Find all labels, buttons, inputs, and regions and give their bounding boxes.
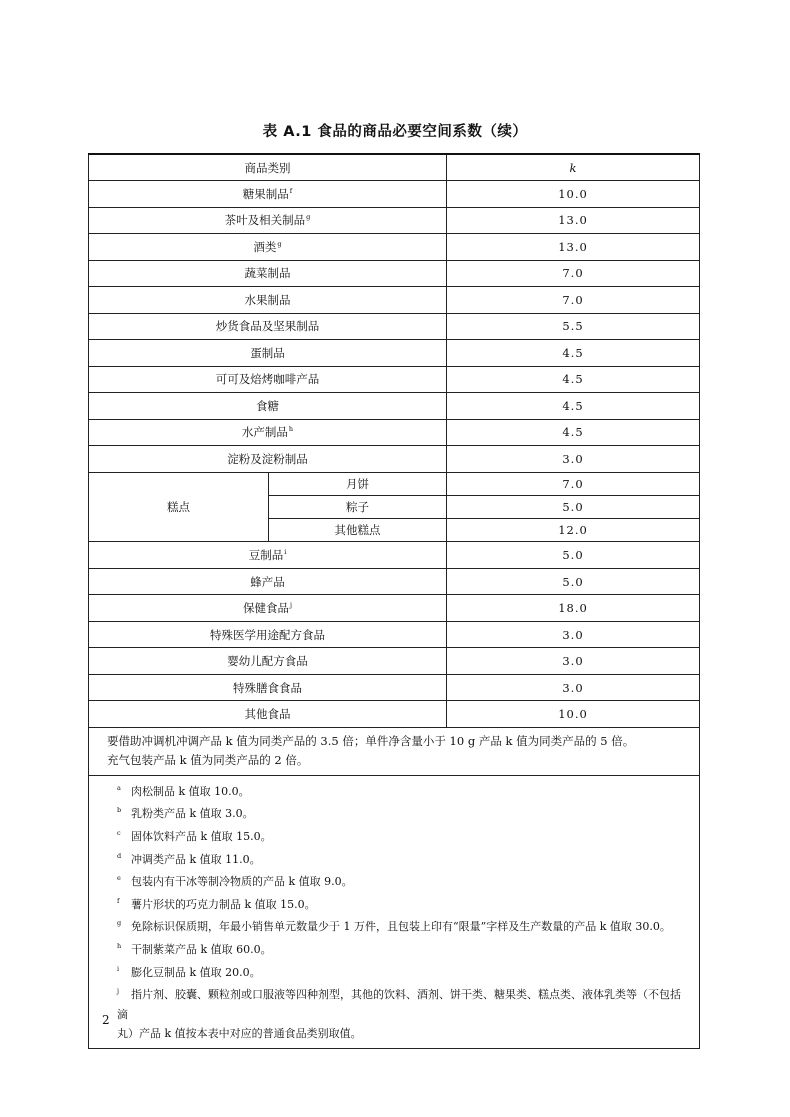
footnote-text: 乳粉类产品 k 值取 3.0。 bbox=[131, 807, 254, 821]
category-cell bbox=[89, 313, 447, 340]
category-cell bbox=[89, 340, 447, 367]
k-value: 3.0 bbox=[447, 621, 700, 648]
group-cell: 糕点 bbox=[89, 472, 269, 542]
table-row bbox=[89, 648, 700, 675]
k-value: 4.5 bbox=[447, 366, 700, 393]
header-category: 商品类别 bbox=[89, 154, 447, 181]
footnote-text: 膨化豆制品 k 值取 20.0。 bbox=[131, 965, 261, 979]
category-name: 炒货食品及坚果制品 bbox=[215, 319, 320, 334]
category-name: 食糖 bbox=[256, 398, 279, 413]
category-name: 蔬菜制品 bbox=[244, 266, 291, 281]
category-name: 茶叶及相关制品 bbox=[224, 213, 306, 228]
note-text: 充气包装产品 k 值为同类产品的 2 倍。 bbox=[107, 752, 309, 767]
footnote bbox=[117, 779, 687, 802]
category-cell bbox=[89, 701, 447, 728]
category-cell bbox=[89, 366, 447, 393]
table-row bbox=[89, 472, 700, 495]
category-name: 糖果制品 bbox=[242, 186, 289, 201]
footnote-mark: a bbox=[117, 783, 121, 792]
k-value: 3.0 bbox=[447, 674, 700, 701]
footnote-ref: f bbox=[289, 186, 293, 195]
category-name: 特殊医学用途配方食品 bbox=[210, 627, 325, 642]
table-row bbox=[89, 621, 700, 648]
footnote-text: 干制紫菜产品 k 值取 60.0。 bbox=[131, 943, 272, 957]
k-value: 13.0 bbox=[447, 207, 700, 234]
footnote-mark: g bbox=[117, 919, 122, 928]
subcategory-name: 粽子 bbox=[269, 495, 447, 518]
footnote-text: 固体饮料产品 k 值取 15.0。 bbox=[131, 830, 272, 844]
category-name: 酒类 bbox=[253, 239, 277, 254]
k-value: 5.0 bbox=[447, 495, 700, 518]
table-row bbox=[89, 568, 700, 595]
page-number: 2 bbox=[102, 1013, 110, 1027]
category-cell bbox=[89, 446, 447, 473]
footnote-mark: f bbox=[117, 896, 120, 905]
category-cell bbox=[89, 260, 447, 287]
table-row bbox=[89, 234, 700, 261]
k-value: 4.5 bbox=[447, 340, 700, 367]
footnote-mark: j bbox=[117, 987, 120, 996]
notes-row bbox=[89, 727, 700, 775]
coefficient-table bbox=[88, 153, 699, 1049]
k-value: 3.0 bbox=[447, 648, 700, 675]
table-row bbox=[89, 674, 700, 701]
category-cell bbox=[89, 568, 447, 595]
table-row bbox=[89, 701, 700, 728]
table-row bbox=[89, 207, 700, 234]
category-cell bbox=[89, 234, 447, 261]
category-cell bbox=[89, 287, 447, 314]
k-value: 4.5 bbox=[447, 419, 700, 446]
category-name: 其他食品 bbox=[244, 707, 291, 722]
note-text: 要借助冲调机冲调产品 k 值为同类产品的 3.5 倍；单件净含量小于 10 g 产品 k 值为同类产品的 5 倍。 bbox=[107, 733, 635, 748]
k-value: 4.5 bbox=[447, 393, 700, 420]
footnote-text: 指片剂、胶囊、颗粒剂或口服液等四种剂型，其他的饮料、酒剂、饼干类、糖果类、糕点类、液体乳类等（不包括滴 bbox=[117, 988, 681, 1021]
table-row bbox=[89, 419, 700, 446]
k-value: 7.0 bbox=[447, 260, 700, 287]
category-cell bbox=[89, 542, 447, 569]
footnote-mark: h bbox=[117, 942, 122, 951]
footnote-continuation: 丸）产品 k 值按本表中对应的普通食品类别取值。 bbox=[117, 1027, 362, 1041]
footnote-ref: i bbox=[284, 548, 287, 557]
footnote-mark: c bbox=[117, 829, 121, 838]
footnote bbox=[117, 892, 687, 915]
k-value: 10.0 bbox=[447, 181, 700, 208]
footnote-text: 薯片形状的巧克力制品 k 值取 15.0。 bbox=[131, 897, 316, 911]
k-value: 5.0 bbox=[447, 542, 700, 569]
category-name: 水产制品 bbox=[241, 425, 288, 440]
category-name: 婴幼儿配方食品 bbox=[227, 654, 308, 669]
k-value: 7.0 bbox=[447, 287, 700, 314]
footnote bbox=[117, 937, 687, 960]
footnote-ref: g bbox=[277, 239, 282, 248]
category-name: 淀粉及淀粉制品 bbox=[227, 451, 308, 466]
k-value: 10.0 bbox=[447, 701, 700, 728]
category-name: 保健食品 bbox=[242, 601, 289, 616]
category-name: 可可及焙烤咖啡产品 bbox=[215, 372, 320, 387]
footnote-text: 冲调类产品 k 值取 11.0。 bbox=[131, 852, 261, 866]
category-cell bbox=[89, 181, 447, 208]
footnote bbox=[117, 960, 687, 983]
footnote bbox=[117, 801, 687, 824]
table-row bbox=[89, 366, 700, 393]
category-cell bbox=[89, 621, 447, 648]
table-row bbox=[89, 287, 700, 314]
notes-cell bbox=[89, 727, 700, 775]
k-value: 12.0 bbox=[447, 519, 700, 542]
table-row bbox=[89, 446, 700, 473]
table-row bbox=[89, 260, 700, 287]
footnote-ref: g bbox=[306, 213, 311, 222]
footnote-ref: j bbox=[289, 601, 292, 610]
footnote-ref: h bbox=[288, 425, 294, 434]
footnote-text: 包装内有干冰等制冷物质的产品 k 值取 9.0。 bbox=[131, 875, 353, 889]
footnote bbox=[117, 982, 687, 1044]
footnote bbox=[117, 869, 687, 892]
footnote-text: 免除标识保质期，年最小销售单元数量少于 1 万件，且包装上印有“限量”字样及生产数量的产品 k 值取 30.0。 bbox=[131, 920, 671, 934]
category-cell bbox=[89, 419, 447, 446]
subcategory-name: 其他糕点 bbox=[269, 519, 447, 542]
k-value: 7.0 bbox=[447, 472, 700, 495]
footnote bbox=[117, 847, 687, 870]
category-cell bbox=[89, 207, 447, 234]
footnote-mark: b bbox=[117, 806, 122, 815]
category-name: 蛋制品 bbox=[250, 345, 285, 360]
header-k: k bbox=[447, 154, 700, 181]
table-row bbox=[89, 542, 700, 569]
k-value: 18.0 bbox=[447, 595, 700, 622]
table-row bbox=[89, 595, 700, 622]
footnotes-row bbox=[89, 775, 700, 1048]
category-name: 蜂产品 bbox=[250, 574, 285, 589]
k-value: 13.0 bbox=[447, 234, 700, 261]
table-header-row bbox=[89, 154, 700, 181]
table-row bbox=[89, 313, 700, 340]
table-row bbox=[89, 181, 700, 208]
footnotes-cell bbox=[89, 775, 700, 1048]
category-name: 特殊膳食食品 bbox=[233, 680, 302, 695]
table-title: 表 A.1 食品的商品必要空间系数（续） bbox=[262, 124, 528, 140]
table-row bbox=[89, 340, 700, 367]
footnote-mark: e bbox=[117, 874, 121, 883]
subcategory-name: 月饼 bbox=[269, 472, 447, 495]
category-cell bbox=[89, 595, 447, 622]
k-value: 3.0 bbox=[447, 446, 700, 473]
k-value: 5.5 bbox=[447, 313, 700, 340]
category-name: 水果制品 bbox=[244, 292, 291, 307]
category-cell bbox=[89, 393, 447, 420]
category-cell bbox=[89, 674, 447, 701]
footnote bbox=[117, 914, 687, 937]
footnote-text: 肉松制品 k 值取 10.0。 bbox=[131, 784, 250, 798]
category-name: 豆制品 bbox=[248, 548, 284, 563]
category-cell bbox=[89, 648, 447, 675]
table-row bbox=[89, 393, 700, 420]
footnote bbox=[117, 824, 687, 847]
footnote-mark: i bbox=[117, 964, 120, 973]
footnote-mark: d bbox=[117, 851, 122, 860]
k-value: 5.0 bbox=[447, 568, 700, 595]
